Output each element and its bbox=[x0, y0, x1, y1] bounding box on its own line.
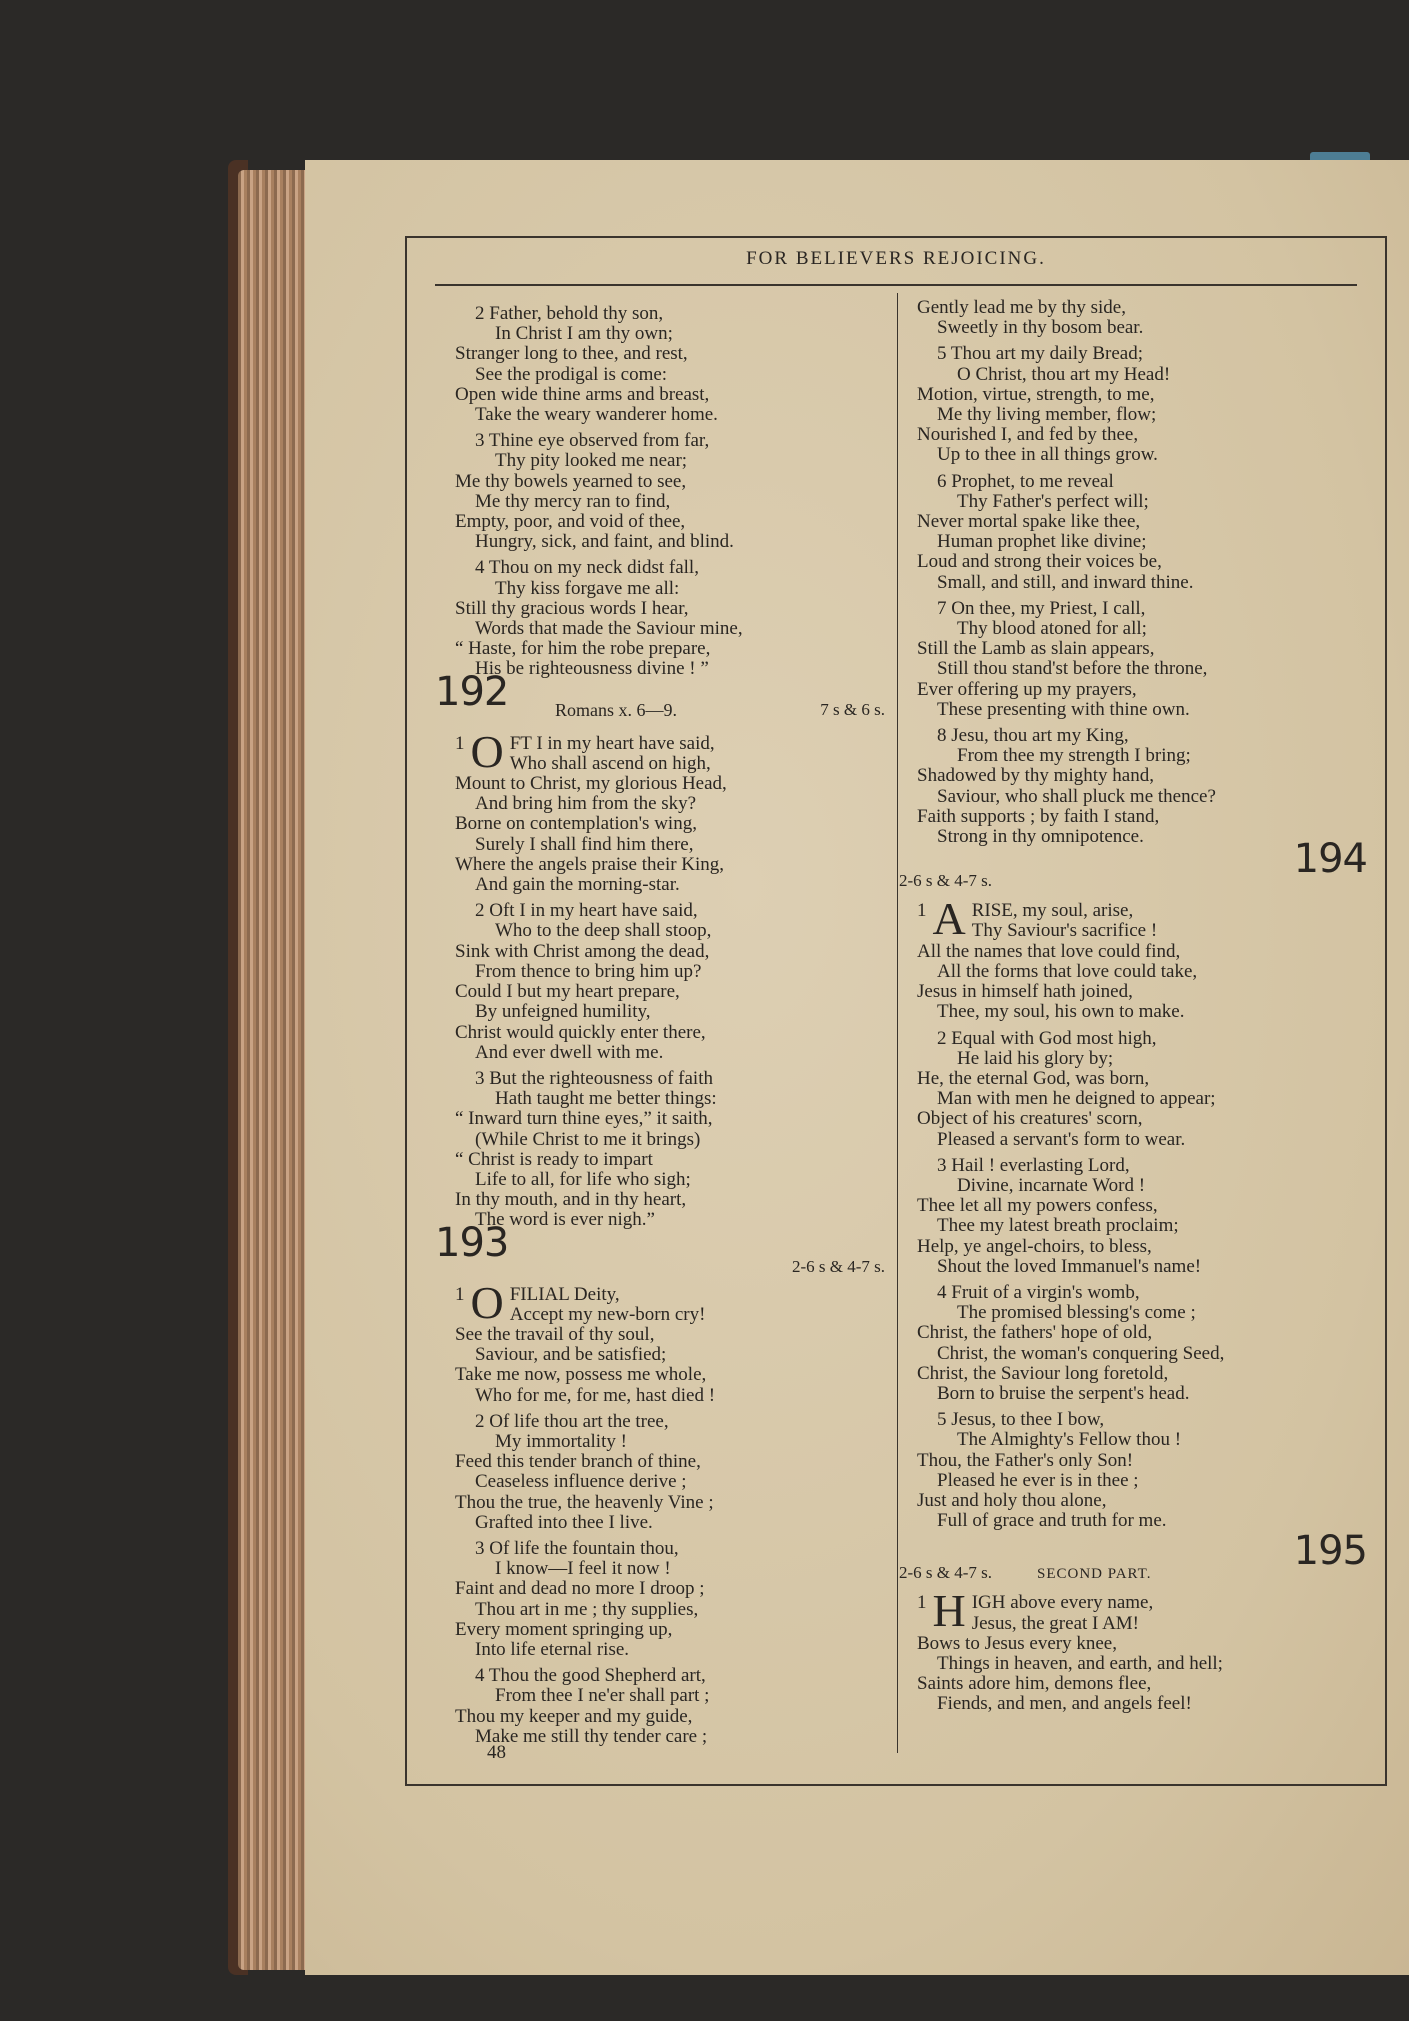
opening-verse bbox=[917, 1593, 1367, 1714]
drop-cap: O bbox=[470, 733, 504, 777]
verse-number: 4 bbox=[475, 1665, 489, 1687]
verse-line bbox=[917, 599, 1367, 619]
verse-line: Every moment springing up, bbox=[455, 1618, 673, 1640]
hymn-number: 193 bbox=[435, 1219, 509, 1266]
verse-text: Fruit of a virgin's womb, bbox=[951, 1281, 1140, 1303]
verse-line: Sink with Christ among the dead, bbox=[455, 940, 710, 962]
drop-cap: H bbox=[932, 1593, 966, 1637]
running-head: FOR BELIEVERS REJOICING. bbox=[746, 248, 1046, 269]
verse-number: 2 bbox=[475, 900, 490, 922]
verse bbox=[917, 1283, 1367, 1404]
scripture-reference: Romans x. 6—9. bbox=[555, 699, 678, 720]
verse-line: From thee I ne'er shall part ; bbox=[495, 1685, 710, 1707]
verse-number: 4 bbox=[937, 1281, 952, 1303]
verse-text: Jesu, thou art my King, bbox=[951, 725, 1129, 747]
verse-line bbox=[455, 1539, 885, 1559]
verse-line: Take the weary wanderer home. bbox=[475, 404, 718, 426]
verse-line: Who to the deep shall stoop, bbox=[495, 920, 712, 942]
verse-line: Man with men he deigned to appear; bbox=[937, 1088, 1216, 1110]
verse bbox=[917, 298, 1367, 338]
verse-line: Faint and dead no more I droop ; bbox=[455, 1578, 705, 1600]
verse-line: Divine, incarnate Word ! bbox=[957, 1174, 1146, 1196]
verse-line: Gently lead me by thy side, bbox=[917, 297, 1126, 318]
verse-line: Things in heaven, and earth, and hell; bbox=[937, 1652, 1223, 1674]
column-divider bbox=[897, 293, 898, 1753]
verse-line: Thou my keeper and my guide, bbox=[455, 1705, 693, 1727]
verse-line: Into life eternal rise. bbox=[475, 1638, 630, 1660]
hymn-193 bbox=[455, 1285, 885, 1747]
verse-text: Thine eye observed from far, bbox=[488, 430, 710, 452]
verse-line bbox=[917, 1029, 1367, 1049]
verse-line bbox=[917, 1410, 1367, 1430]
verse-line: Thy Father's perfect will; bbox=[957, 490, 1149, 512]
verse-line: Born to bruise the serpent's head. bbox=[937, 1382, 1190, 1404]
verse-line: Human prophet like divine; bbox=[937, 531, 1147, 553]
verse-text: Of life the fountain thou, bbox=[489, 1537, 679, 1559]
verse-number: 2 bbox=[475, 1410, 490, 1432]
hymn-number: 192 bbox=[435, 668, 509, 715]
verse bbox=[917, 1156, 1367, 1277]
verse bbox=[455, 558, 885, 679]
verse-line: Pleased a servant's form to wear. bbox=[937, 1128, 1186, 1150]
page-number: 48 bbox=[487, 1742, 506, 1763]
verse-line: Thee my latest breath proclaim; bbox=[937, 1215, 1179, 1237]
right-column bbox=[899, 297, 1367, 1715]
verse-line: Motion, virtue, strength, to me, bbox=[917, 383, 1155, 405]
left-column bbox=[435, 298, 885, 1747]
verse-line: Full of grace and truth for me. bbox=[937, 1510, 1167, 1532]
verse-line: These presenting with thine own. bbox=[937, 698, 1190, 720]
verse bbox=[455, 304, 885, 425]
verse-line: Jesus in himself hath joined, bbox=[917, 981, 1133, 1003]
verse bbox=[455, 901, 885, 1063]
opening-verse bbox=[455, 734, 885, 896]
verse-line: All the names that love could find, bbox=[917, 940, 1181, 962]
verse-text: Oft I in my heart have said, bbox=[489, 900, 698, 922]
verse-number: 7 bbox=[937, 597, 952, 619]
drop-cap: A bbox=[932, 901, 966, 945]
verse-line: Shout the loved Immanuel's name! bbox=[937, 1255, 1202, 1277]
verse-text: On thee, my Priest, I call, bbox=[951, 597, 1146, 619]
verse-line bbox=[455, 1412, 885, 1432]
verse-line: All the forms that love could take, bbox=[937, 960, 1198, 982]
verse-line: Up to thee in all things grow. bbox=[937, 444, 1158, 466]
verse-text: Jesus, to thee I bow, bbox=[951, 1409, 1105, 1431]
verse-line: Still thy gracious words I hear, bbox=[455, 597, 689, 619]
verse-number: 3 bbox=[475, 1067, 490, 1089]
verse-line: Who for me, for me, hast died ! bbox=[475, 1384, 716, 1406]
verse-line: Bows to Jesus every knee, bbox=[917, 1632, 1117, 1654]
verse-line: Me thy living member, flow; bbox=[937, 404, 1157, 426]
verse-line: Me thy bowels yearned to see, bbox=[455, 470, 687, 492]
hymn-number: 195 bbox=[1293, 1528, 1367, 1575]
verse-line bbox=[455, 431, 885, 451]
verse-text: Thou the good Shepherd art, bbox=[488, 1665, 706, 1687]
verse-line: Thou art in me ; thy supplies, bbox=[475, 1598, 699, 1620]
verse-line: Thou, the Father's only Son! bbox=[917, 1449, 1134, 1471]
verse-line: See the travail of thy soul, bbox=[455, 1323, 655, 1345]
verse-number: 3 bbox=[475, 430, 489, 452]
verse-line: Christ would quickly enter there, bbox=[455, 1021, 706, 1043]
verse-line: Words that made the Saviour mine, bbox=[475, 618, 743, 640]
verse-number: 5 bbox=[937, 343, 951, 365]
verse-text: Prophet, to me reveal bbox=[951, 470, 1114, 492]
verse-line: “ Inward turn thine eyes,” it saith, bbox=[455, 1108, 713, 1130]
opening-verse bbox=[917, 901, 1367, 1022]
verse-number: 6 bbox=[937, 470, 952, 492]
hymn-meter: 2-6 s & 4-7 s. bbox=[899, 1563, 993, 1583]
verse-number: 2 bbox=[475, 303, 490, 324]
verse-line: Thee let all my powers confess, bbox=[917, 1195, 1158, 1217]
verse bbox=[455, 1666, 885, 1747]
hymn-191-continued bbox=[455, 304, 885, 680]
verse-line: Accept my new-born cry! bbox=[509, 1303, 706, 1325]
verse-line: Loud and strong their voices be, bbox=[917, 551, 1162, 573]
verse-line: Small, and still, and inward thine. bbox=[937, 571, 1194, 593]
verse-text: Thou art my daily Bread; bbox=[950, 343, 1143, 365]
verse-line: Strong in thy omnipotence. bbox=[937, 826, 1144, 848]
verse-line: Christ, the fathers' hope of old, bbox=[917, 1322, 1153, 1344]
verse-text: Hail ! everlasting Lord, bbox=[951, 1154, 1130, 1176]
verse-line bbox=[917, 1156, 1367, 1176]
verse-line: And bring him from the sky? bbox=[475, 793, 697, 815]
verse-line: Ever offering up my prayers, bbox=[917, 678, 1137, 700]
verse-number: 1 bbox=[917, 1593, 927, 1614]
verse bbox=[917, 472, 1367, 593]
verse-line: Just and holy thou alone, bbox=[917, 1489, 1107, 1511]
verse-line: Saviour, and be satisfied; bbox=[475, 1344, 667, 1366]
verse-line: From thence to bring him up? bbox=[475, 960, 702, 982]
verse-line: Thou the true, the heavenly Vine ; bbox=[455, 1491, 714, 1513]
verse-line: Object of his creatures' scorn, bbox=[917, 1108, 1143, 1130]
verse-line: Empty, poor, and void of thee, bbox=[455, 511, 686, 533]
verse-text: Equal with God most high, bbox=[951, 1027, 1157, 1049]
verse-line: His be righteousness divine ! ” bbox=[475, 658, 709, 680]
opening-verse bbox=[455, 1285, 885, 1406]
verse-number: 3 bbox=[475, 1537, 490, 1559]
verse-line: RISE, my soul, arise, bbox=[971, 901, 1134, 922]
page-frame bbox=[405, 236, 1387, 1786]
verse-line: My immortality ! bbox=[495, 1430, 627, 1452]
verse-line: Christ, the Saviour long foretold, bbox=[917, 1362, 1169, 1384]
verse-line: Jesus, the great I AM! bbox=[971, 1612, 1140, 1634]
verse-line: Me thy mercy ran to find, bbox=[475, 490, 671, 512]
verse-line: FILIAL Deity, bbox=[509, 1284, 620, 1305]
verse-line: Help, ye angel-choirs, to bless, bbox=[917, 1235, 1152, 1257]
hymn-meter: 2-6 s & 4-7 s. bbox=[899, 871, 993, 891]
verse-line: He, the eternal God, was born, bbox=[917, 1067, 1150, 1089]
verse-line: Stranger long to thee, and rest, bbox=[455, 343, 688, 365]
verse-line: Christ, the woman's conquering Seed, bbox=[937, 1342, 1225, 1364]
verse-line: Who shall ascend on high, bbox=[509, 752, 711, 774]
verse-line: I know—I feel it now ! bbox=[495, 1558, 671, 1580]
verse-line: Hungry, sick, and faint, and blind. bbox=[475, 531, 734, 553]
verse-line: “ Haste, for him the robe prepare, bbox=[455, 638, 711, 660]
verse-line: Borne on contemplation's wing, bbox=[455, 813, 697, 835]
verse-line: From thee my strength I bring; bbox=[957, 745, 1191, 767]
hymn-194 bbox=[917, 901, 1367, 1531]
head-rule bbox=[435, 284, 1357, 286]
verse-line: Still the Lamb as slain appears, bbox=[917, 638, 1155, 660]
verse-line: IGH above every name, bbox=[971, 1593, 1154, 1614]
verse-number: 1 bbox=[455, 733, 465, 754]
verse-line: Fiends, and men, and angels feel! bbox=[937, 1693, 1192, 1715]
hymnal-page bbox=[305, 160, 1409, 1975]
verse-line: O Christ, thou art my Head! bbox=[957, 363, 1171, 385]
verse bbox=[455, 1069, 885, 1231]
verse-number: 8 bbox=[937, 725, 952, 747]
verse-line bbox=[917, 472, 1367, 492]
drop-cap: O bbox=[470, 1284, 504, 1328]
verse-line bbox=[917, 1283, 1367, 1303]
verse-line: Thy blood atoned for all; bbox=[957, 618, 1147, 640]
verse-line: See the prodigal is come: bbox=[475, 363, 668, 385]
hymn-193-continued bbox=[917, 298, 1367, 847]
verse-line: Nourished I, and fed by thee, bbox=[917, 424, 1139, 446]
verse-text: But the righteousness of faith bbox=[489, 1067, 713, 1089]
verse-text: Of life thou art the tree, bbox=[489, 1410, 669, 1432]
verse-line: The word is ever nigh.” bbox=[475, 1209, 655, 1231]
verse-line: Never mortal spake like thee, bbox=[917, 511, 1141, 533]
hymn-195-header bbox=[899, 1528, 1367, 1587]
verse-line: Grafted into thee I live. bbox=[475, 1511, 653, 1533]
verse bbox=[455, 1539, 885, 1660]
verse-line: Thy Saviour's sacrifice ! bbox=[971, 920, 1158, 942]
verse-text: Thou on my neck didst fall, bbox=[488, 557, 699, 579]
verse bbox=[455, 1412, 885, 1533]
verse-line bbox=[917, 344, 1367, 364]
verse-line: The Almighty's Fellow thou ! bbox=[957, 1429, 1182, 1451]
page-edges bbox=[238, 170, 310, 1970]
verse-line: By unfeigned humility, bbox=[475, 1001, 651, 1023]
verse-number: 4 bbox=[475, 557, 489, 579]
verse-line bbox=[455, 304, 885, 324]
verse-line bbox=[455, 1666, 885, 1686]
verse-line: Thee, my soul, his own to make. bbox=[937, 1001, 1185, 1023]
verse-number: 1 bbox=[455, 1284, 465, 1305]
verse-line: In Christ I am thy own; bbox=[495, 323, 673, 345]
verse-number: 2 bbox=[937, 1027, 952, 1049]
verse-number: 5 bbox=[937, 1409, 952, 1431]
verse-number: 3 bbox=[937, 1154, 952, 1176]
verse-line: Shadowed by thy mighty hand, bbox=[917, 765, 1154, 787]
verse-line: (While Christ to me it brings) bbox=[475, 1128, 701, 1150]
verse-line: Life to all, for life who sigh; bbox=[475, 1168, 691, 1190]
verse-line: Feed this tender branch of thine, bbox=[455, 1451, 701, 1473]
verse-line bbox=[455, 1069, 885, 1089]
verse bbox=[917, 344, 1367, 465]
verse-line: Hath taught me better things: bbox=[495, 1088, 717, 1110]
verse-line: Pleased he ever is in thee ; bbox=[937, 1469, 1139, 1491]
hymn-meter: 2-6 s & 4-7 s. bbox=[791, 1256, 885, 1276]
verse-line: Could I but my heart prepare, bbox=[455, 981, 680, 1003]
verse-line: In thy mouth, and in thy heart, bbox=[455, 1189, 687, 1211]
verse-line bbox=[455, 558, 885, 578]
verse-line: Take me now, possess me whole, bbox=[455, 1364, 707, 1386]
hymn-192 bbox=[455, 734, 885, 1231]
verse-line: Saints adore him, demons flee, bbox=[917, 1673, 1152, 1695]
verse-line: And gain the morning-star. bbox=[475, 874, 680, 896]
verse-line bbox=[455, 901, 885, 921]
verse-line: Thy kiss forgave me all: bbox=[495, 577, 680, 599]
verse-line: FT I in my heart have said, bbox=[509, 733, 715, 754]
verse-line: He laid his glory by; bbox=[957, 1047, 1114, 1069]
verse-text: Father, behold thy son, bbox=[489, 303, 664, 324]
hymn-195 bbox=[917, 1593, 1367, 1714]
hymn-number: 194 bbox=[1293, 836, 1367, 883]
verse-line: Surely I shall find him there, bbox=[475, 833, 694, 855]
verse-number: 1 bbox=[917, 901, 927, 922]
verse bbox=[917, 1029, 1367, 1150]
verse-line: Mount to Christ, my glorious Head, bbox=[455, 773, 727, 795]
verse-line: Sweetly in thy bosom bear. bbox=[937, 317, 1144, 339]
hymn-meter: 7 s & 6 s. bbox=[820, 699, 885, 719]
verse-line: The promised blessing's come ; bbox=[957, 1302, 1196, 1324]
verse-line: Where the angels praise their King, bbox=[455, 853, 725, 875]
verse-line bbox=[917, 726, 1367, 746]
verse-line: Thy pity looked me near; bbox=[495, 450, 688, 472]
verse-line: Saviour, who shall pluck me thence? bbox=[937, 785, 1216, 807]
verse-line: Faith supports ; by faith I stand, bbox=[917, 805, 1160, 827]
part-label: SECOND PART. bbox=[1037, 1566, 1152, 1583]
verse-line: Ceaseless influence derive ; bbox=[475, 1471, 687, 1493]
verse-line: Open wide thine arms and breast, bbox=[455, 383, 710, 405]
verse-line: Make me still thy tender care ; bbox=[475, 1725, 708, 1747]
verse bbox=[917, 726, 1367, 847]
verse bbox=[917, 599, 1367, 720]
verse bbox=[917, 1410, 1367, 1531]
verse-line: “ Christ is ready to impart bbox=[455, 1148, 653, 1170]
verse-line: And ever dwell with me. bbox=[475, 1041, 664, 1063]
verse bbox=[455, 431, 885, 552]
verse-line: Still thou stand'st before the throne, bbox=[937, 658, 1208, 680]
